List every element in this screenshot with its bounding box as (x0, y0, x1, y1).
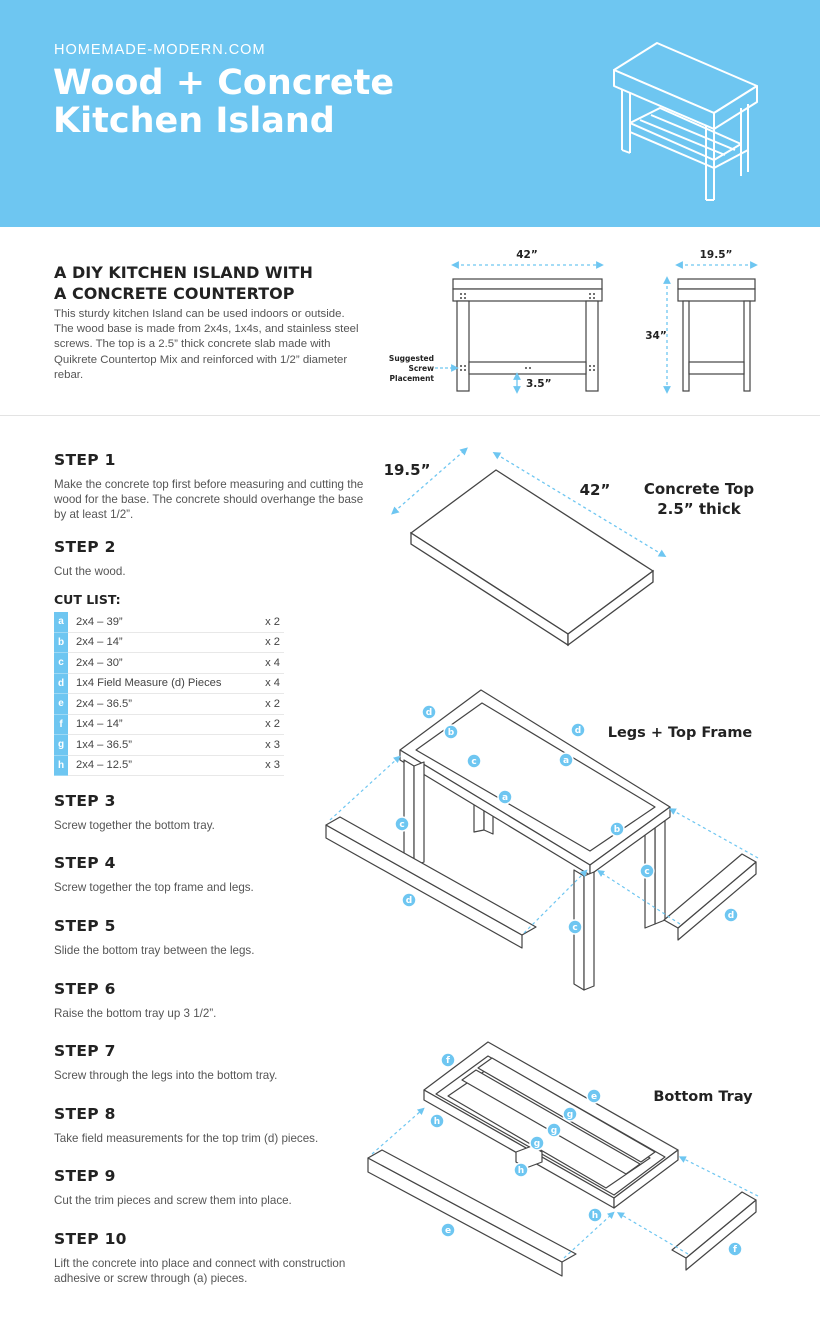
svg-text:c: c (644, 867, 650, 877)
tray-offset-label: 3.5” (526, 378, 552, 390)
cut-qty: x 2 (240, 714, 284, 735)
step-heading: STEP 2 (54, 538, 116, 556)
cut-qty: x 4 (240, 673, 284, 694)
step-heading: STEP 5 (54, 917, 116, 935)
cut-desc: 1x4 Field Measure (d) Pieces (68, 673, 240, 694)
step-heading: STEP 7 (54, 1042, 116, 1060)
step-text: Cut the wood. (54, 565, 126, 578)
step-text: Screw together the top frame and legs. (54, 881, 254, 894)
screw-label-line-1: Suggested (388, 354, 434, 363)
concrete-top-thickness: 2.5” thick (657, 500, 741, 518)
svg-text:b: b (447, 728, 455, 738)
svg-text:b: b (613, 825, 621, 835)
step-heading: STEP 6 (54, 980, 116, 998)
side-height-label: 34” (645, 330, 667, 342)
svg-text:h: h (591, 1211, 599, 1221)
step-text: Slide the bottom tray between the legs. (54, 944, 255, 957)
intro-heading-line-1: A DIY KITCHEN ISLAND WITH (54, 263, 313, 282)
side-depth-label: 19.5” (699, 249, 733, 261)
cut-qty: x 4 (240, 653, 284, 674)
cut-key: d (54, 673, 68, 694)
step-text: Screw together the bottom tray. (54, 819, 215, 832)
svg-text:h: h (517, 1166, 525, 1176)
svg-text:f: f (446, 1056, 450, 1066)
svg-text:e: e (444, 1226, 452, 1236)
side-elevation-diagram (645, 249, 755, 391)
cut-key: b (54, 632, 68, 653)
concrete-top-title: Concrete Top (643, 480, 755, 498)
legs-frame-diagram (326, 690, 758, 990)
svg-text:g: g (533, 1139, 541, 1149)
svg-text:d: d (727, 911, 735, 921)
bottom-tray-title: Bottom Tray (653, 1089, 753, 1105)
step-heading: STEP 4 (54, 854, 116, 872)
cut-desc: 2x4 – 30” (68, 653, 240, 674)
svg-text:g: g (566, 1110, 574, 1120)
cut-key: c (54, 653, 68, 674)
legs-frame-title: Legs + Top Frame (607, 725, 753, 741)
front-elevation-diagram (389, 249, 602, 391)
cut-desc: 1x4 – 14” (68, 714, 240, 735)
step-heading: STEP 10 (54, 1230, 127, 1248)
cut-key: f (54, 714, 68, 735)
title-line-1: Wood + Concrete (53, 63, 395, 103)
intro-body: This sturdy kitchen Island can be used indoors or outside. The wood base is made from 2x4s, 1x4s, and stainless steel screws. The top is a 2.5” thick concrete slab made with Quikrete Countertop Mix and reinforced with 1/2” diameter rebar. (54, 308, 359, 381)
step-text: Raise the bottom tray up 3 1/2”. (54, 1007, 217, 1020)
island-illustration (614, 43, 757, 200)
cut-key: e (54, 694, 68, 715)
step-text: Take field measurements for the top trim (d) pieces. (54, 1132, 319, 1145)
step-text: Cut the trim pieces and screw them into place. (54, 1194, 292, 1207)
intro-heading-line-2: A CONCRETE COUNTERTOP (54, 284, 295, 303)
screw-label-line-2: Screw (408, 364, 434, 373)
step-heading: STEP 3 (54, 792, 116, 810)
step-text: Screw through the legs into the bottom tray. (54, 1069, 278, 1082)
cut-desc: 2x4 – 39” (68, 612, 240, 632)
cut-qty: x 2 (240, 694, 284, 715)
bottom-tray-diagram (368, 1042, 758, 1276)
svg-text:a: a (501, 793, 509, 803)
svg-text:g: g (550, 1126, 558, 1136)
concrete-width-label: 42” (579, 481, 611, 499)
step-heading: STEP 9 (54, 1167, 116, 1185)
concrete-depth-label: 19.5” (383, 461, 431, 479)
svg-text:c: c (572, 923, 578, 933)
screw-label-line-3: Placement (389, 374, 434, 383)
cut-desc: 2x4 – 36.5” (68, 694, 240, 715)
step-text: Make the concrete top first before measuring and cutting the wood for the base. The concrete should overhange the base by at least 1/2”. (54, 478, 364, 522)
concrete-top-diagram (384, 450, 755, 645)
svg-text:d: d (405, 896, 413, 906)
cut-desc: 2x4 – 12.5” (68, 755, 240, 776)
step-heading: STEP 1 (54, 451, 116, 469)
cut-list-heading: CUT LIST: (54, 592, 121, 607)
cut-key: h (54, 755, 68, 776)
step-text: Lift the concrete into place and connect with construction adhesive or screw through (a) pieces. (54, 1257, 346, 1286)
svg-text:d: d (574, 726, 582, 736)
title-line-2: Kitchen Island (53, 101, 335, 141)
cut-qty: x 2 (240, 632, 284, 653)
cut-key: g (54, 735, 68, 756)
cut-desc: 1x4 – 36.5” (68, 735, 240, 756)
svg-text:f: f (733, 1245, 737, 1255)
svg-text:e: e (590, 1092, 598, 1102)
svg-text:a: a (562, 756, 570, 766)
svg-text:h: h (433, 1117, 441, 1127)
step-heading: STEP 8 (54, 1105, 116, 1123)
cut-desc: 2x4 – 14” (68, 632, 240, 653)
brand-url: HOMEMADE-MODERN.COM (54, 42, 266, 58)
svg-text:c: c (399, 820, 405, 830)
cut-qty: x 3 (240, 755, 284, 776)
cut-key: a (54, 612, 68, 632)
svg-text:d: d (425, 708, 433, 718)
cut-qty: x 2 (240, 612, 284, 632)
svg-text:c: c (471, 757, 477, 767)
cut-qty: x 3 (240, 735, 284, 756)
front-width-label: 42” (516, 249, 538, 261)
